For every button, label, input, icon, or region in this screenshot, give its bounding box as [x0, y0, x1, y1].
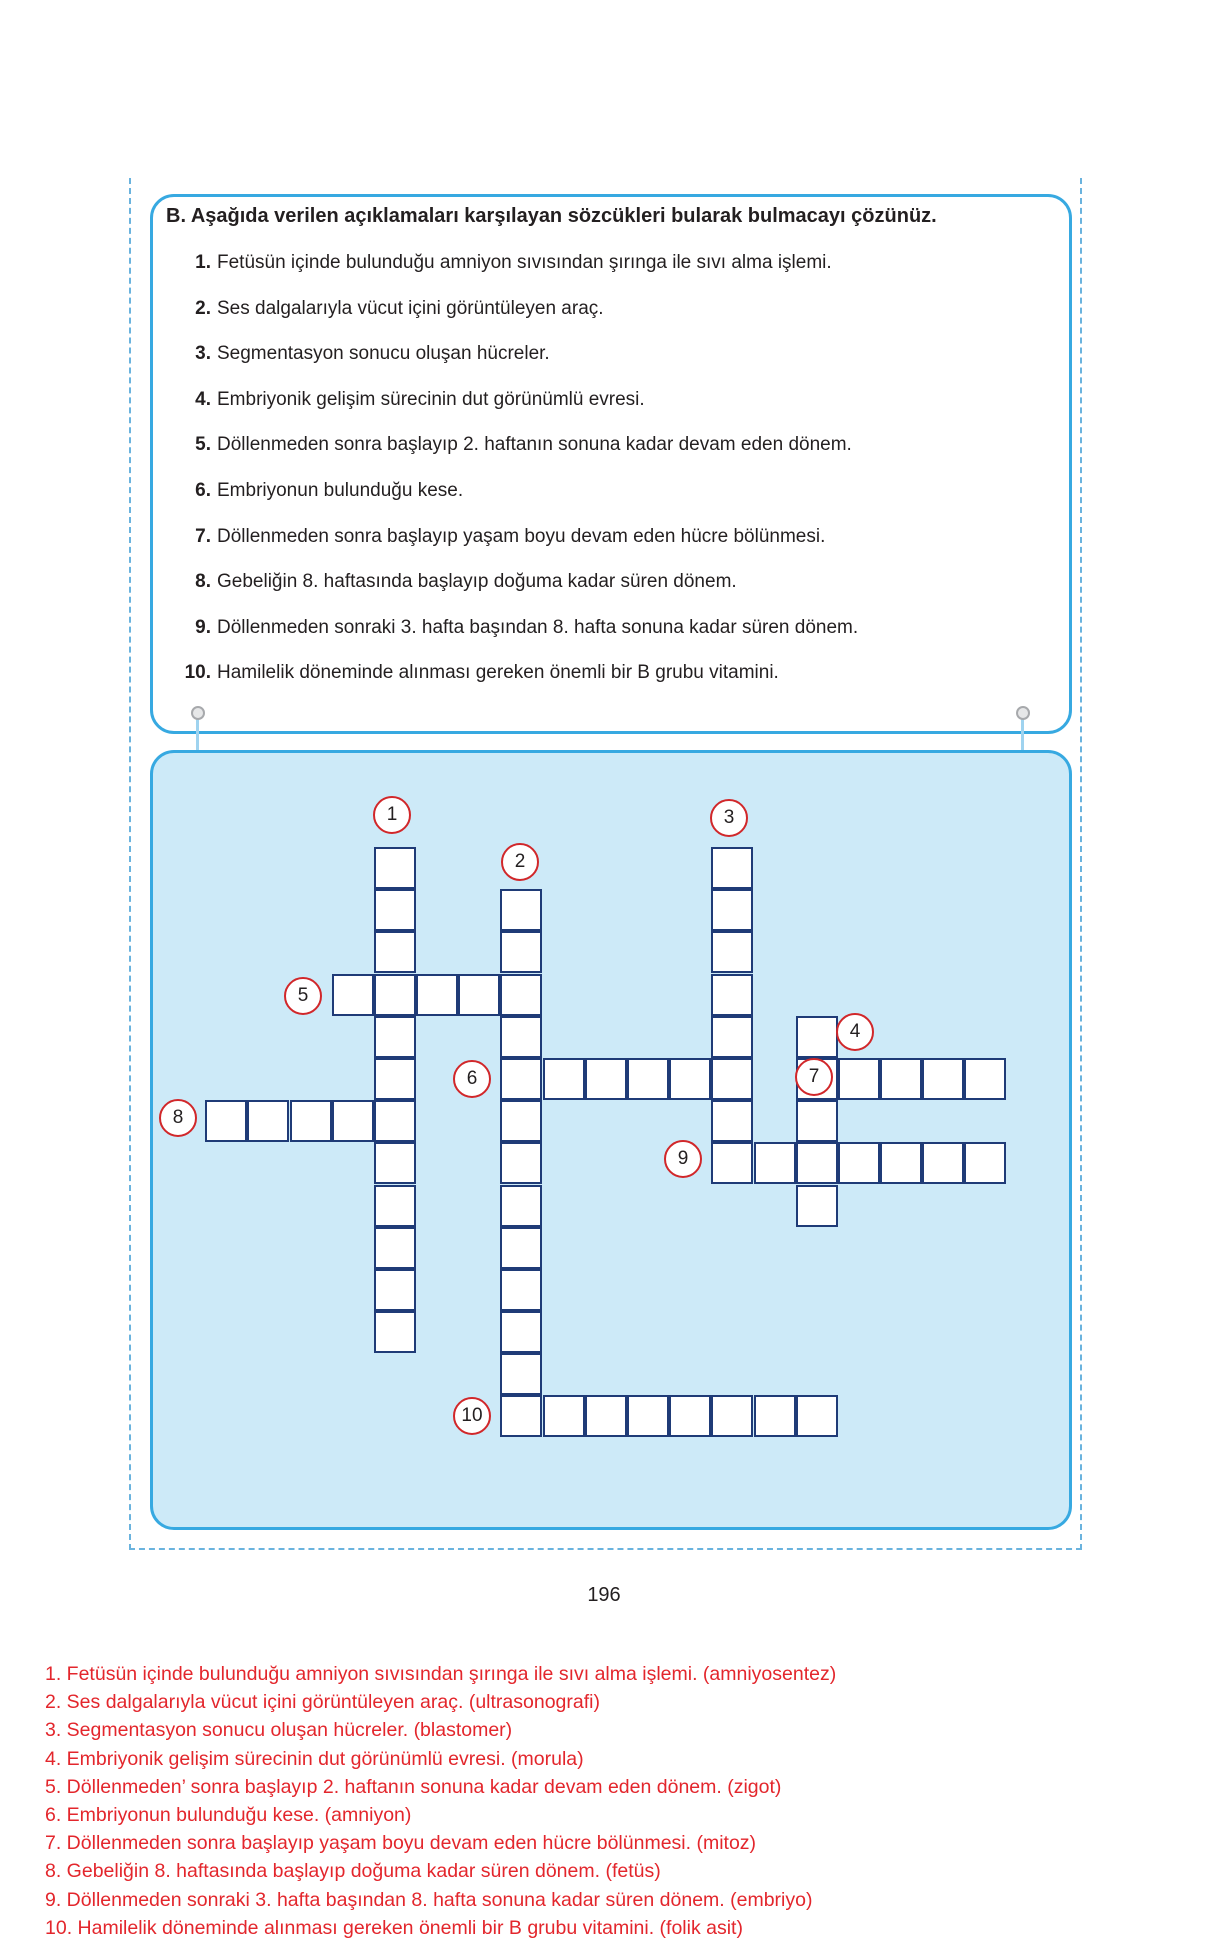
question-item: 1. Fetüsün içinde bulunduğu amniyon sıvısından şırınga ile sıvı alma işlemi.: [195, 252, 832, 273]
crossword-cell[interactable]: [500, 1269, 542, 1311]
crossword-cell[interactable]: [500, 1353, 542, 1395]
answer-line: 6. Embriyonun bulunduğu kese. (amniyon): [45, 1803, 412, 1826]
section-title: B. Aşağıda verilen açıklamaları karşılayan sözcükleri bularak bulmacayı çözünüz.: [166, 205, 937, 227]
crossword-cell[interactable]: [500, 1395, 542, 1437]
crossword-cell[interactable]: [332, 1100, 374, 1142]
crossword-cell[interactable]: [754, 1142, 796, 1184]
question-item: 8. Gebeliğin 8. haftasında başlayıp doğuma kadar süren dönem.: [195, 571, 737, 593]
crossword-cell[interactable]: [543, 1058, 585, 1100]
crossword-cell[interactable]: [669, 1058, 711, 1100]
clue-number-3: 3: [710, 799, 748, 837]
crossword-cell[interactable]: [500, 889, 542, 931]
binder-ring-icon: [191, 706, 205, 720]
crossword-cell[interactable]: [374, 889, 416, 931]
crossword-cell[interactable]: [964, 1142, 1006, 1184]
crossword-cell[interactable]: [500, 1142, 542, 1184]
crossword-cell[interactable]: [500, 1227, 542, 1269]
crossword-cell[interactable]: [500, 1311, 542, 1353]
crossword-cell[interactable]: [500, 1185, 542, 1227]
crossword-cell[interactable]: [711, 1058, 753, 1100]
crossword-cell[interactable]: [796, 1185, 838, 1227]
crossword-cell[interactable]: [627, 1058, 669, 1100]
question-item: 7. Döllenmeden sonra başlayıp yaşam boyu devam eden hücre bölünmesi.: [195, 525, 826, 547]
question-item: 3. Segmentasyon sonucu oluşan hücreler.: [195, 343, 550, 365]
question-item: 4. Embriyonik gelişim sürecinin dut görünümlü evresi.: [195, 388, 645, 410]
crossword-cell[interactable]: [374, 847, 416, 889]
crossword-cell[interactable]: [500, 1058, 542, 1100]
crossword-cell[interactable]: [290, 1100, 332, 1142]
crossword-cell[interactable]: [711, 1016, 753, 1058]
crossword-cell[interactable]: [627, 1395, 669, 1437]
crossword-cell[interactable]: [500, 931, 542, 973]
crossword-cell[interactable]: [374, 1269, 416, 1311]
crossword-cell[interactable]: [754, 1395, 796, 1437]
answer-key: [45, 1661, 836, 1943]
crossword-cell[interactable]: [205, 1100, 247, 1142]
clue-number-9: 9: [664, 1140, 702, 1178]
crossword-cell[interactable]: [922, 1142, 964, 1184]
clue-number-2: 2: [501, 843, 539, 881]
crossword-cell[interactable]: [500, 974, 542, 1016]
crossword-cell[interactable]: [711, 1395, 753, 1437]
crossword-cell[interactable]: [374, 1016, 416, 1058]
answer-line: 8. Gebeliğin 8. haftasında başlayıp doğuma kadar süren dönem. (fetüs): [45, 1860, 661, 1883]
crossword-cell[interactable]: [669, 1395, 711, 1437]
clue-number-8: 8: [159, 1099, 197, 1137]
crossword-cell[interactable]: [711, 889, 753, 931]
crossword-cell[interactable]: [247, 1100, 289, 1142]
answer-line: 5. Döllenmeden’ sonra başlayıp 2. haftanın sonuna kadar devam eden dönem. (zigot): [45, 1775, 782, 1798]
page-number: 196: [587, 1584, 621, 1606]
answer-line: 2. Ses dalgalarıyla vücut içini görüntüleyen araç. (ultrasonografi): [45, 1691, 600, 1714]
crossword-cell[interactable]: [374, 1100, 416, 1142]
binder-ring-icon: [1016, 706, 1030, 720]
question-item: 10. Hamilelik döneminde alınması gereken önemli bir B grubu vitamini.: [184, 662, 779, 684]
answer-line: 4. Embriyonik gelişim sürecinin dut görünümlü evresi. (morula): [45, 1747, 584, 1770]
crossword-cell[interactable]: [374, 1227, 416, 1269]
crossword-cell[interactable]: [796, 1395, 838, 1437]
answer-line: 3. Segmentasyon sonucu oluşan hücreler. (blastomer): [45, 1719, 513, 1742]
question-item: 9. Döllenmeden sonraki 3. hafta başından 8. hafta sonuna kadar süren dönem.: [195, 616, 859, 638]
crossword-cell[interactable]: [711, 974, 753, 1016]
crossword-cell[interactable]: [711, 931, 753, 973]
crossword-cell[interactable]: [964, 1058, 1006, 1100]
clue-number-7: 7: [795, 1058, 833, 1096]
crossword-cell[interactable]: [838, 1058, 880, 1100]
clue-number-4: 4: [836, 1013, 874, 1051]
crossword-cell[interactable]: [922, 1058, 964, 1100]
crossword-cell[interactable]: [500, 1100, 542, 1142]
crossword-cell[interactable]: [796, 1016, 838, 1058]
crossword-cell[interactable]: [880, 1058, 922, 1100]
crossword-cell[interactable]: [374, 974, 416, 1016]
answer-line: 9. Döllenmeden sonraki 3. hafta başından 8. hafta sonuna kadar süren dönem. (embriyo): [45, 1888, 813, 1911]
crossword-cell[interactable]: [585, 1395, 627, 1437]
clue-number-6: 6: [453, 1060, 491, 1098]
crossword-cell[interactable]: [500, 1016, 542, 1058]
crossword-cell[interactable]: [585, 1058, 627, 1100]
crossword-cell[interactable]: [374, 1142, 416, 1184]
crossword-cell[interactable]: [796, 1142, 838, 1184]
crossword-cell[interactable]: [711, 1142, 753, 1184]
crossword-cell[interactable]: [374, 1058, 416, 1100]
question-item: 5. Döllenmeden sonra başlayıp 2. haftanın sonuna kadar devam eden dönem.: [195, 434, 852, 456]
crossword-cell[interactable]: [458, 974, 500, 1016]
crossword-cell[interactable]: [374, 931, 416, 973]
question-item: 6. Embriyonun bulunduğu kese.: [195, 479, 464, 501]
crossword-cell[interactable]: [374, 1185, 416, 1227]
crossword-cell[interactable]: [711, 1100, 753, 1142]
clue-number-1: 1: [373, 796, 411, 834]
answer-line: 7. Döllenmeden sonra başlayıp yaşam boyu devam eden hücre bölünmesi. (mitoz): [45, 1832, 757, 1855]
clue-number-10: 10: [453, 1397, 491, 1435]
crossword-cell[interactable]: [711, 847, 753, 889]
crossword-cell[interactable]: [374, 1311, 416, 1353]
answer-line: 1. Fetüsün içinde bulunduğu amniyon sıvısından şırınga ile sıvı alma işlemi. (amniyosentez): [45, 1663, 837, 1685]
crossword-cell[interactable]: [543, 1395, 585, 1437]
answer-line: 10. Hamilelik döneminde alınması gereken önemli bir B grubu vitamini. (folik asit): [45, 1916, 743, 1939]
crossword-cell[interactable]: [416, 974, 458, 1016]
crossword-cell[interactable]: [332, 974, 374, 1016]
question-item: 2. Ses dalgalarıyla vücut içini görüntüleyen araç.: [195, 297, 604, 319]
clue-number-5: 5: [284, 977, 322, 1015]
crossword-cell[interactable]: [838, 1142, 880, 1184]
question-list: [166, 252, 858, 708]
crossword-cell[interactable]: [880, 1142, 922, 1184]
crossword-cell[interactable]: [796, 1100, 838, 1142]
